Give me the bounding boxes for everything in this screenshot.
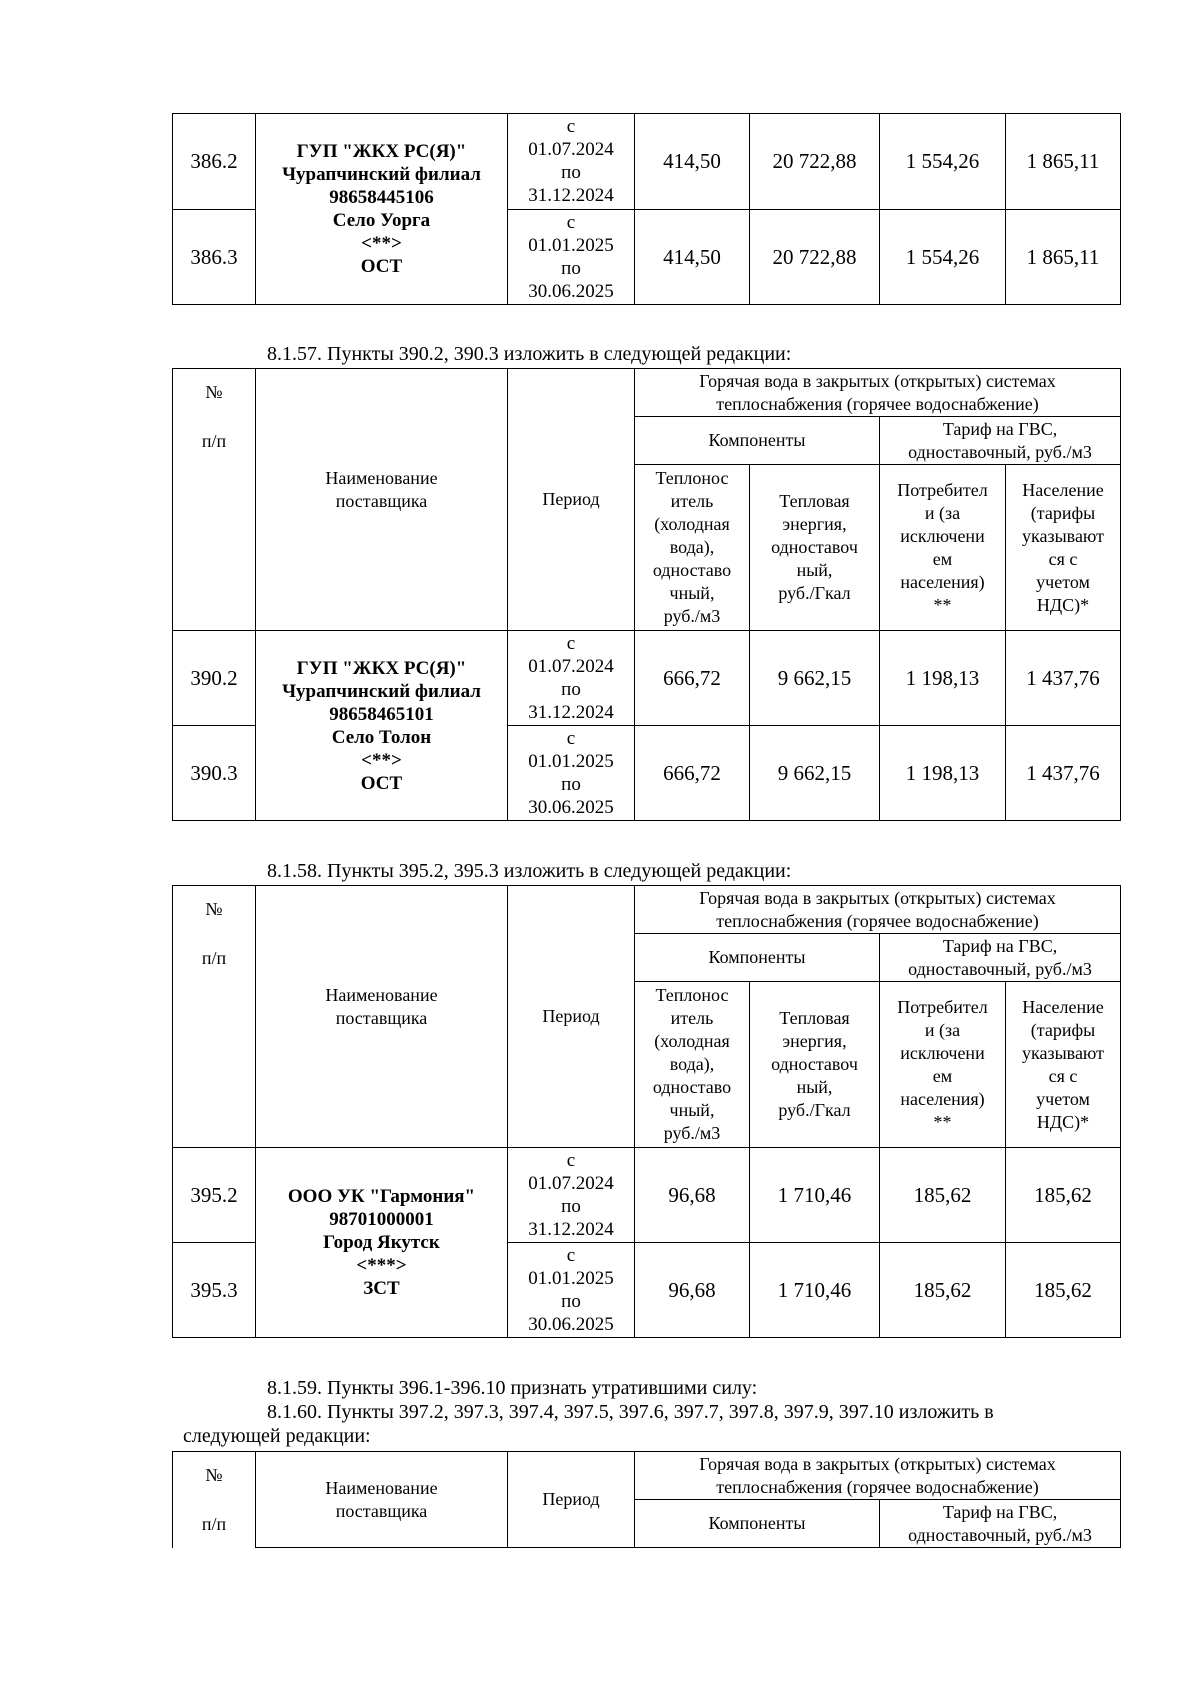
period-cell: с 01.07.2024 по 31.12.2024 [508,1148,635,1243]
header-number: № п/п [173,1452,256,1548]
header-period: Период [508,1452,635,1548]
row-number: 395.3 [173,1243,256,1338]
potrebiteli-value: 1 198,13 [880,631,1006,726]
naselenie-value: 1 865,11 [1006,209,1121,305]
table-row [173,631,1121,726]
tariff-table-397-header [172,1451,1121,1548]
row-number: 395.2 [173,1148,256,1243]
header-supplier: Наименование поставщика [256,886,508,1148]
teplonositel-value: 96,68 [635,1148,750,1243]
paragraph-8-1-58: 8.1.58. Пункты 395.2, 395.3 изложить в следующей редакции: [267,860,792,882]
row-number: 386.3 [173,209,256,305]
period-cell: с 01.01.2025 по 30.06.2025 [508,1243,635,1338]
header-potrebiteli: Потребител и (за исключени ем населения) ** [880,465,1006,631]
header-potrebiteli: Потребител и (за исключени ем населения) ** [880,982,1006,1148]
teplovaya-value: 9 662,15 [750,631,880,726]
header-components: Компоненты [635,1500,880,1548]
teplovaya-value: 20 722,88 [750,114,880,210]
teplovaya-value: 9 662,15 [750,726,880,821]
header-teplovaya: Тепловая энергия, одноставоч ный, руб./Гкал [750,465,880,631]
header-period: Период [508,369,635,631]
supplier-cell: ГУП "ЖКХ РС(Я)" Чурапчинский филиал 98658465101 Село Толон <**> ОСТ [256,631,508,821]
header-number: № п/п [173,886,256,1148]
row-number: 390.3 [173,726,256,821]
potrebiteli-value: 185,62 [880,1243,1006,1338]
header-teplonositel: Теплонос итель (холодная вода), одноставо чный, руб./м3 [635,982,750,1148]
header-gvs: Горячая вода в закрытых (открытых) системах теплоснабжения (горячее водоснабжение) [635,1452,1121,1500]
potrebiteli-value: 185,62 [880,1148,1006,1243]
naselenie-value: 1 865,11 [1006,114,1121,210]
header-tariff: Тариф на ГВС, одноставочный, руб./м3 [880,934,1121,982]
naselenie-value: 1 437,76 [1006,726,1121,821]
header-naselenie: Население (тарифы указывают ся с учетом НДС)* [1006,465,1121,631]
teplonositel-value: 414,50 [635,114,750,210]
header-number: № п/п [173,369,256,631]
header-tariff: Тариф на ГВС, одноставочный, руб./м3 [880,417,1121,465]
potrebiteli-value: 1 554,26 [880,114,1006,210]
teplonositel-value: 96,68 [635,1243,750,1338]
tariff-table-395 [172,885,1121,1338]
table-row [173,1148,1121,1243]
header-gvs: Горячая вода в закрытых (открытых) системах теплоснабжения (горячее водоснабжение) [635,886,1121,934]
period-cell: с 01.07.2024 по 31.12.2024 [508,114,635,210]
paragraph-8-1-60-line2: следующей редакции: [183,1425,371,1447]
paragraph-8-1-60-line1: 8.1.60. Пункты 397.2, 397.3, 397.4, 397.5, 397.6, 397.7, 397.8, 397.9, 397.10 изложить в [267,1401,994,1423]
header-components: Компоненты [635,417,880,465]
teplovaya-value: 1 710,46 [750,1243,880,1338]
period-cell: с 01.01.2025 по 30.06.2025 [508,726,635,821]
naselenie-value: 185,62 [1006,1243,1121,1338]
row-number: 386.2 [173,114,256,210]
teplovaya-value: 1 710,46 [750,1148,880,1243]
teplonositel-value: 666,72 [635,726,750,821]
header-components: Компоненты [635,934,880,982]
supplier-cell: ГУП "ЖКХ РС(Я)" Чурапчинский филиал 98658445106 Село Уорга <**> ОСТ [256,114,508,305]
paragraph-8-1-59: 8.1.59. Пункты 396.1-396.10 признать утратившими силу: [267,1377,758,1399]
teplovaya-value: 20 722,88 [750,209,880,305]
row-number: 390.2 [173,631,256,726]
header-period: Период [508,886,635,1148]
potrebiteli-value: 1 554,26 [880,209,1006,305]
naselenie-value: 185,62 [1006,1148,1121,1243]
header-supplier: Наименование поставщика [256,1452,508,1548]
teplonositel-value: 666,72 [635,631,750,726]
header-supplier: Наименование поставщика [256,369,508,631]
header-teplovaya: Тепловая энергия, одноставоч ный, руб./Гкал [750,982,880,1148]
teplonositel-value: 414,50 [635,209,750,305]
period-cell: с 01.07.2024 по 31.12.2024 [508,631,635,726]
header-tariff: Тариф на ГВС, одноставочный, руб./м3 [880,1500,1121,1548]
header-teplonositel: Теплонос итель (холодная вода), одноставо чный, руб./м3 [635,465,750,631]
header-naselenie: Население (тарифы указывают ся с учетом НДС)* [1006,982,1121,1148]
period-cell: с 01.01.2025 по 30.06.2025 [508,209,635,305]
potrebiteli-value: 1 198,13 [880,726,1006,821]
supplier-cell: ООО УК "Гармония" 98701000001 Город Якутск <***> ЗСТ [256,1148,508,1338]
paragraph-8-1-57: 8.1.57. Пункты 390.2, 390.3 изложить в следующей редакции: [267,343,792,365]
naselenie-value: 1 437,76 [1006,631,1121,726]
tariff-table-386 [172,113,1121,305]
table-row [173,114,1121,210]
header-gvs: Горячая вода в закрытых (открытых) системах теплоснабжения (горячее водоснабжение) [635,369,1121,417]
tariff-table-390 [172,368,1121,821]
